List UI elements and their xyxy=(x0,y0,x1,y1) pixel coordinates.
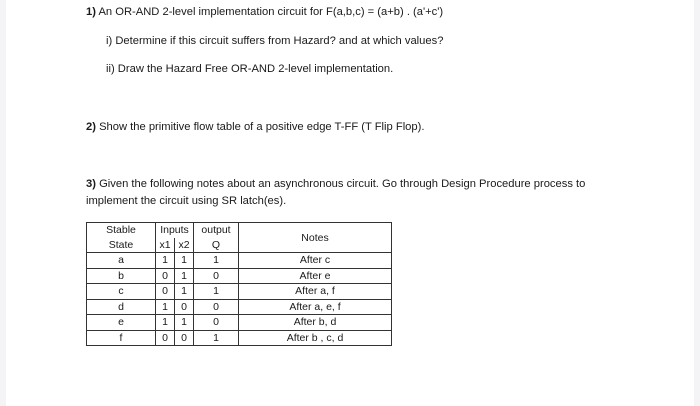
cell-q: 0 xyxy=(194,268,239,284)
header-notes: Notes xyxy=(239,223,392,253)
cell-x1: 0 xyxy=(156,330,175,346)
cell-x1: 1 xyxy=(156,253,175,269)
cell-notes: After c xyxy=(239,253,392,269)
header-q: Q xyxy=(194,238,239,253)
cell-q: 1 xyxy=(194,330,239,346)
table-row xyxy=(87,253,392,269)
cell-x2: 0 xyxy=(175,299,194,315)
question-3-line-1 xyxy=(86,178,585,190)
cell-x1: 0 xyxy=(156,268,175,284)
table-row xyxy=(87,315,392,331)
question-3-number: 3) xyxy=(86,178,96,190)
cell-x2: 0 xyxy=(175,330,194,346)
question-2-number: 2) xyxy=(86,121,96,133)
question-1 xyxy=(86,6,443,18)
cell-x1: 1 xyxy=(156,315,175,331)
cell-x1: 1 xyxy=(156,299,175,315)
question-3-line-2: implement the circuit using SR latch(es). xyxy=(86,195,287,207)
header-x1: x1 xyxy=(156,238,175,253)
cell-x2: 1 xyxy=(175,268,194,284)
cell-notes: After e xyxy=(239,268,392,284)
question-3-text: Given the following notes about an asynchronous circuit. Go through Design Procedure process to xyxy=(99,178,586,190)
header-stable: Stable xyxy=(87,223,156,238)
cell-state: b xyxy=(87,268,156,284)
document-page xyxy=(6,0,694,406)
cell-q: 1 xyxy=(194,284,239,300)
header-inputs: Inputs xyxy=(156,223,194,238)
cell-state: a xyxy=(87,253,156,269)
cell-x2: 1 xyxy=(175,315,194,331)
question-1-number: 1) xyxy=(86,6,96,18)
cell-notes: After b, d xyxy=(239,315,392,331)
table-row xyxy=(87,284,392,300)
table-row xyxy=(87,268,392,284)
table-header-row-1 xyxy=(87,223,392,238)
cell-notes: After b , c, d xyxy=(239,330,392,346)
cell-q: 1 xyxy=(194,253,239,269)
cell-notes: After a, f xyxy=(239,284,392,300)
cell-q: 0 xyxy=(194,315,239,331)
header-state: State xyxy=(87,238,156,253)
header-output: output xyxy=(194,223,239,238)
cell-x1: 0 xyxy=(156,284,175,300)
cell-notes: After a, e, f xyxy=(239,299,392,315)
question-1-part-ii: ii) Draw the Hazard Free OR-AND 2-level implementation. xyxy=(106,63,394,75)
cell-state: f xyxy=(87,330,156,346)
table-row xyxy=(87,330,392,346)
question-1-part-i: i) Determine if this circuit suffers from Hazard? and at which values? xyxy=(106,35,444,47)
question-2 xyxy=(86,121,424,133)
flow-table xyxy=(86,222,392,346)
question-1-text: An OR-AND 2-level implementation circuit for F(a,b,c) = (a+b) . (a'+c') xyxy=(98,6,444,18)
cell-state: c xyxy=(87,284,156,300)
cell-q: 0 xyxy=(194,299,239,315)
table-row xyxy=(87,299,392,315)
cell-state: e xyxy=(87,315,156,331)
header-x2: x2 xyxy=(175,238,194,253)
cell-state: d xyxy=(87,299,156,315)
cell-x2: 1 xyxy=(175,284,194,300)
question-2-text: Show the primitive flow table of a positive edge T-FF (T Flip Flop). xyxy=(99,121,425,133)
cell-x2: 1 xyxy=(175,253,194,269)
